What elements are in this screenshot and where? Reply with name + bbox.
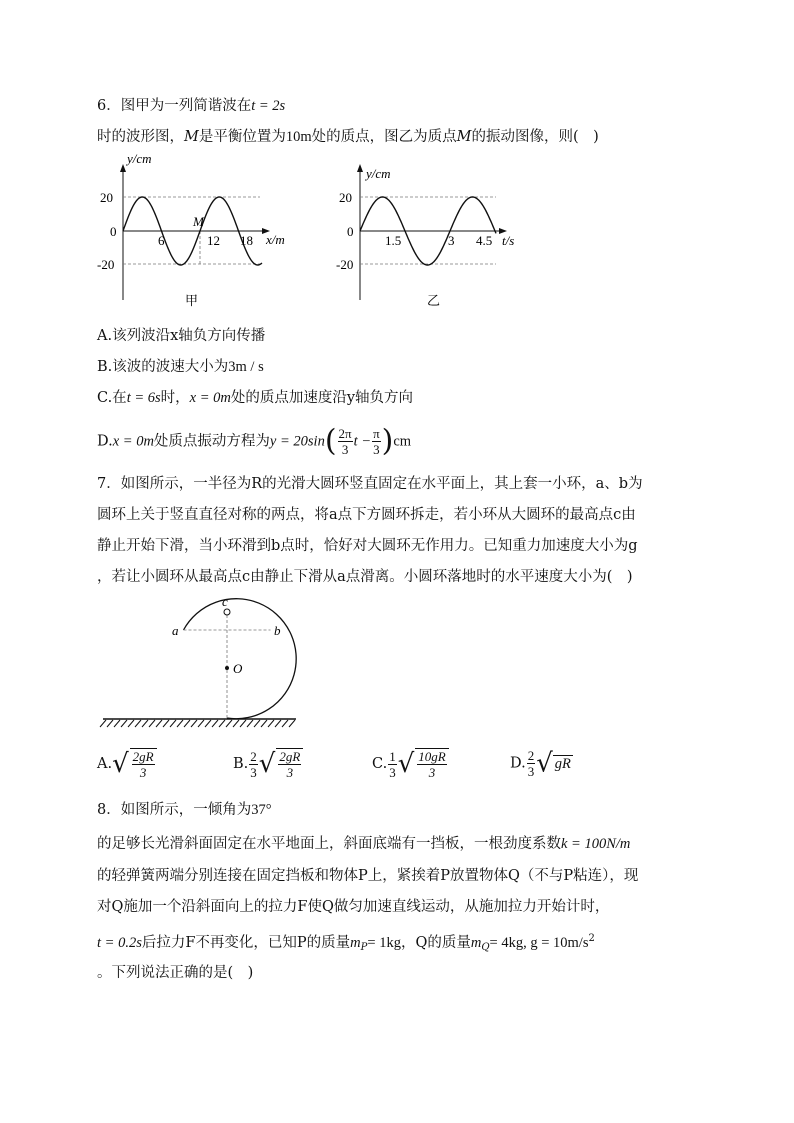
hatch-line — [100, 720, 106, 727]
q6-stem-line1: 6．图甲为一列简谐波在t = 2s — [97, 98, 286, 114]
hatch-line — [254, 720, 260, 727]
hatch-line — [240, 720, 246, 727]
q8-stem-line3: 的轻弹簧两端分别连接在固定挡板和物体P上，紧挨着P放置物体Q（不与P粘连），现 — [97, 868, 639, 884]
hatch-line — [282, 720, 288, 727]
wave-graph-jia — [88, 151, 298, 310]
y-tick-20: 20 — [339, 190, 352, 205]
hatch-line — [205, 720, 211, 727]
x-axis-label: t/s — [502, 233, 515, 248]
q7-stem-line2: 圆环上关于竖直直径对称的两点，将a点下方圆环拆走，若小环从大圆环的最高点c由 — [97, 507, 636, 523]
x-tick-4-5: 4.5 — [476, 233, 493, 248]
caption-yi: 乙 — [427, 293, 441, 308]
label-a: a — [172, 623, 179, 638]
hatch-line — [198, 720, 204, 727]
hatch-line — [128, 720, 134, 727]
hatch-line — [275, 720, 281, 727]
hatch-line — [184, 720, 190, 727]
caption-jia: 甲 — [185, 293, 199, 308]
ring-figure — [98, 595, 308, 735]
label-c: c — [222, 594, 228, 609]
q7-option-b[interactable]: B. $\frac{2}{3}$ √ $\frac{2gR}{3}$ — [233, 748, 304, 780]
hatch-line — [191, 720, 197, 727]
q8-stem-line4: 对Q施加一个沿斜面向上的拉力F使Q做匀加速直线运动，从施加拉力开始计时， — [97, 899, 610, 915]
ground-hatch — [100, 720, 295, 727]
hatch-line — [233, 720, 239, 727]
hatch-line — [226, 720, 232, 727]
hatch-line — [163, 720, 169, 727]
x-axis-label: x/m — [266, 232, 285, 247]
hatch-line — [114, 720, 120, 727]
hatch-line — [219, 720, 225, 727]
hatch-line — [261, 720, 267, 727]
hatch-line — [121, 720, 127, 727]
y-tick-20: 20 — [100, 190, 113, 205]
q8-stem-line1: 8．如图所示，一倾角为37° — [97, 802, 272, 818]
big-ring — [184, 599, 297, 719]
x-tick-12: 12 — [207, 233, 220, 248]
q8-stem-line6: 。下列说法正确的是( ) — [97, 965, 254, 981]
hatch-line — [156, 720, 162, 727]
vibration-graph-yi — [333, 160, 528, 310]
q6-option-d[interactable]: D.x = 0m处质点振动方程为y = 20sin( $\frac{2\pi}{3}$ t − $\frac{\pi}{3}$ )cm — [97, 423, 412, 459]
q6-option-b[interactable]: B.该波的波速大小为3m / s — [97, 359, 264, 375]
label-b: b — [274, 623, 281, 638]
q6-option-a[interactable]: A.该列波沿x轴负方向传播 — [97, 328, 266, 344]
q7-stem-line3: 静止开始下滑，当小环滑到b点时，恰好对大圆环无作用力。已知重力加速度大小为g — [97, 538, 638, 554]
q8-stem-line5: t = 0.2s后拉力F不再变化，已知P的质量$m_P= 1kg$，Q的质量$m_Q= 4kg$, $g = 10m/s^2$ — [97, 933, 595, 953]
hatch-line — [170, 720, 176, 727]
y-tick-neg20: -20 — [97, 257, 115, 272]
hatch-line — [149, 720, 155, 727]
small-ring — [224, 609, 230, 615]
hatch-line — [212, 720, 218, 727]
center-dot — [225, 666, 229, 670]
hatch-line — [135, 720, 141, 727]
hatch-line — [107, 720, 113, 727]
hatch-line — [142, 720, 148, 727]
q7-option-d[interactable]: D. $\frac{2}{3}$ √ gR — [510, 748, 571, 779]
y-axis-arrow — [357, 164, 363, 172]
q7-option-a[interactable]: A.√ $\frac{2gR}{3}$ — [97, 748, 158, 780]
y-axis-arrow — [120, 164, 126, 172]
label-o: O — [233, 661, 243, 676]
y-axis-label: y/cm — [127, 151, 152, 166]
hatch-line — [177, 720, 183, 727]
hatch-line — [247, 720, 253, 727]
y-tick-0: 0 — [347, 224, 354, 239]
y-tick-0: 0 — [110, 224, 117, 239]
point-m-label: M — [193, 214, 204, 229]
q7-option-c[interactable]: C. $\frac{1}{3}$ √ $\frac{10gR}{3}$ — [372, 748, 450, 780]
hatch-line — [289, 720, 295, 727]
q6-option-c[interactable]: C.在t = 6s时，x = 0m处的质点加速度沿y轴负方向 — [97, 390, 414, 406]
hatch-line — [268, 720, 274, 727]
q7-stem-line4: ，若让小圆环从最高点c由静止下滑从a点滑离。小圆环落地时的水平速度大小为( ) — [97, 569, 633, 585]
y-axis-label: y/cm — [366, 166, 391, 181]
q8-stem-line2: 的足够长光滑斜面固定在水平地面上，斜面底端有一挡板，一根劲度系数k = 100N/m — [97, 836, 631, 852]
x-tick-3: 3 — [448, 233, 455, 248]
x-tick-18: 18 — [240, 233, 253, 248]
q6-stem-line2: 时的波形图，M是平衡位置为10m处的质点，图乙为质点M的振动图像，则( ) — [97, 129, 599, 145]
q7-stem-line1: 7．如图所示，一半径为R的光滑大圆环竖直固定在水平面上，其上套一小环，a、b为 — [97, 476, 643, 492]
x-tick-1-5: 1.5 — [385, 233, 402, 248]
y-tick-neg20: -20 — [336, 257, 354, 272]
x-tick-6: 6 — [158, 233, 165, 248]
